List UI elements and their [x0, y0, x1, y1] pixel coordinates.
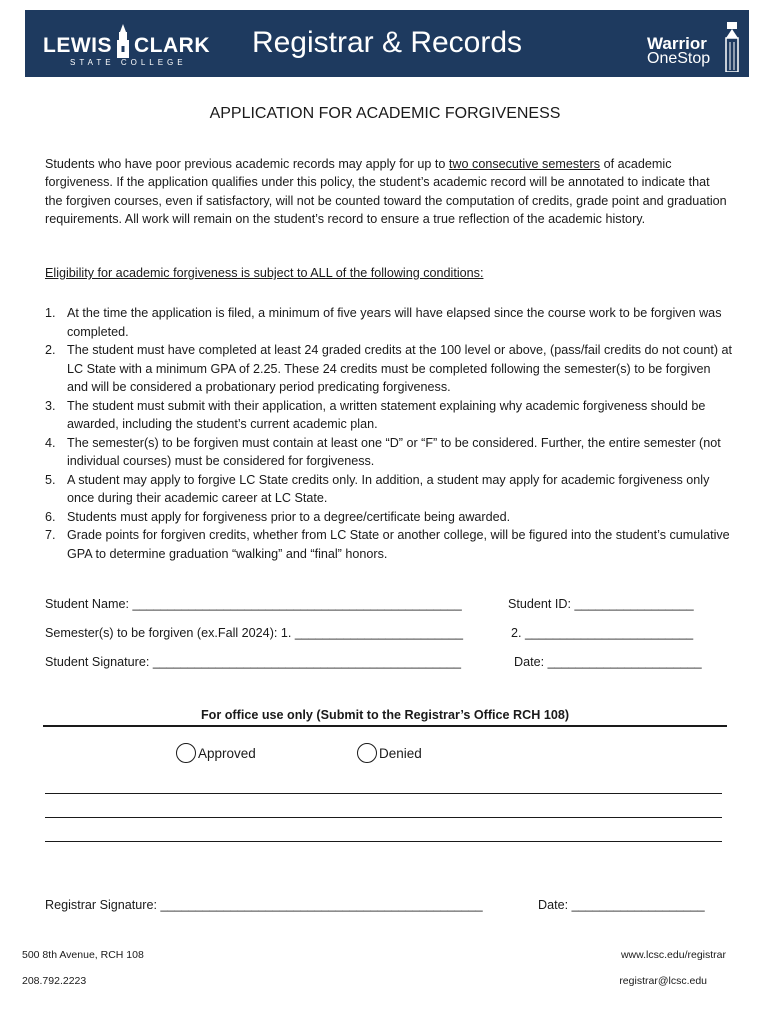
list-item: [45, 471, 735, 508]
denied-radio[interactable]: [357, 743, 377, 763]
list-item-number: 7.: [45, 528, 56, 542]
logo-word-warrior: Warrior: [647, 34, 707, 53]
footer-phone: 208.792.2223: [22, 975, 87, 987]
list-item: [45, 397, 735, 434]
registrar-signature-field[interactable]: Registrar Signature: ______________________________________________: [45, 898, 483, 912]
list-item-number: 2.: [45, 343, 56, 357]
logo-word-lewis: LEWIS: [43, 34, 112, 57]
list-item-number: 4.: [45, 435, 56, 450]
list-item: [45, 434, 735, 471]
intro-paragraph: [45, 155, 730, 228]
student-name-field[interactable]: Student Name: _______________________________________________: [45, 597, 462, 611]
document-title: APPLICATION FOR ACADEMIC FORGIVENESS: [209, 105, 561, 122]
office-divider: [43, 725, 727, 727]
comment-line[interactable]: [45, 793, 722, 794]
semester-1-field[interactable]: Semester(s) to be forgiven (ex.Fall 2024): 1. ________________________: [45, 626, 463, 640]
footer-address: 500 8th Avenue, RCH 108: [22, 949, 144, 961]
list-item-text: At the time the application is filed, a minimum of five years will have elapsed since the course work to be forgiven was completed.: [67, 306, 722, 339]
warrior-onestop-logo: [647, 20, 745, 72]
intro-text-start: Students who have poor previous academic records may apply for up to: [45, 157, 449, 171]
page-title: Registrar & Records: [251, 26, 523, 59]
list-item-text: The student must have completed at least 24 graded credits at the 100 level or above, (pass/fail credits do not count) at LC State with a minimum GPA of 2.25. These 24 credits must be completed following the semester(s) to be forgiven and will be considered a probationary period predicating forgiveness.: [67, 343, 733, 394]
list-item-text: Students must apply for forgiveness prior to a degree/certificate being awarded.: [67, 509, 511, 524]
approved-option[interactable]: [176, 743, 256, 763]
comment-line[interactable]: [45, 841, 722, 842]
student-signature-field[interactable]: Student Signature: ____________________________________________: [45, 655, 461, 669]
denied-label: Denied: [379, 745, 422, 761]
list-item-number: 5.: [45, 472, 56, 487]
student-id-field[interactable]: Student ID: _________________: [508, 597, 694, 611]
list-item: [45, 341, 735, 397]
list-item-text: The semester(s) to be forgiven must contain at least one “D” or “F” to be considered. Further, the entire semester (not individual courses) must be considered for forgiveness.: [67, 435, 721, 468]
list-item-number: 6.: [45, 509, 56, 524]
approved-radio[interactable]: [176, 743, 196, 763]
list-item-number: 1.: [45, 306, 56, 320]
tower-icon: [723, 20, 743, 72]
header-banner: [25, 10, 749, 80]
student-date-field[interactable]: Date: ______________________: [514, 655, 702, 669]
approved-label: Approved: [198, 745, 256, 761]
logo-word-onestop: OneStop: [647, 50, 711, 67]
list-item-text: The student must submit with their application, a written statement explaining why academic forgiveness should be awarded, including the student’s current academic plan.: [67, 398, 706, 431]
conditions-list: [45, 304, 735, 563]
comment-line[interactable]: [45, 817, 722, 818]
logo-word-clark: CLARK: [134, 34, 210, 57]
denied-option[interactable]: [357, 743, 422, 763]
list-item: [45, 526, 735, 563]
intro-underlined-text: two consecutive semesters: [448, 157, 601, 171]
office-use-heading: For office use only (Submit to the Registrar’s Office RCH 108): [200, 708, 570, 722]
list-item: [45, 508, 735, 527]
logo-subtitle: STATE COLLEGE: [70, 58, 187, 67]
registrar-date-field[interactable]: Date: ___________________: [538, 898, 705, 912]
list-item: [45, 304, 735, 341]
list-item-number: 3.: [45, 398, 56, 413]
footer-email[interactable]: registrar@lcsc.edu: [619, 975, 707, 987]
list-item-text: Grade points for forgiven credits, whether from LC State or another college, will be figured into the student’s cumulative GPA to determine graduation “walking” and “final” honors.: [67, 528, 730, 561]
semester-2-field[interactable]: 2. ________________________: [511, 626, 694, 640]
footer-website[interactable]: www.lcsc.edu/registrar: [620, 949, 726, 961]
list-item-text: A student may apply to forgive LC State credits only. In addition, a student may apply for academic forgiveness only once during their academic career at LC State.: [67, 472, 710, 505]
eligibility-heading: Eligibility for academic forgiveness is subject to ALL of the following conditions:: [45, 266, 484, 280]
intro-text-end: of academic forgiveness. If the application qualifies under this policy, the student’s academic record will be annotated to indicate that the forgiven courses, even if satisfactory, will not be counted toward the computation of credits, grade point and graduation requirements. All work will remain on the student’s record to ensure a true reflection of the academic history.: [45, 157, 727, 226]
